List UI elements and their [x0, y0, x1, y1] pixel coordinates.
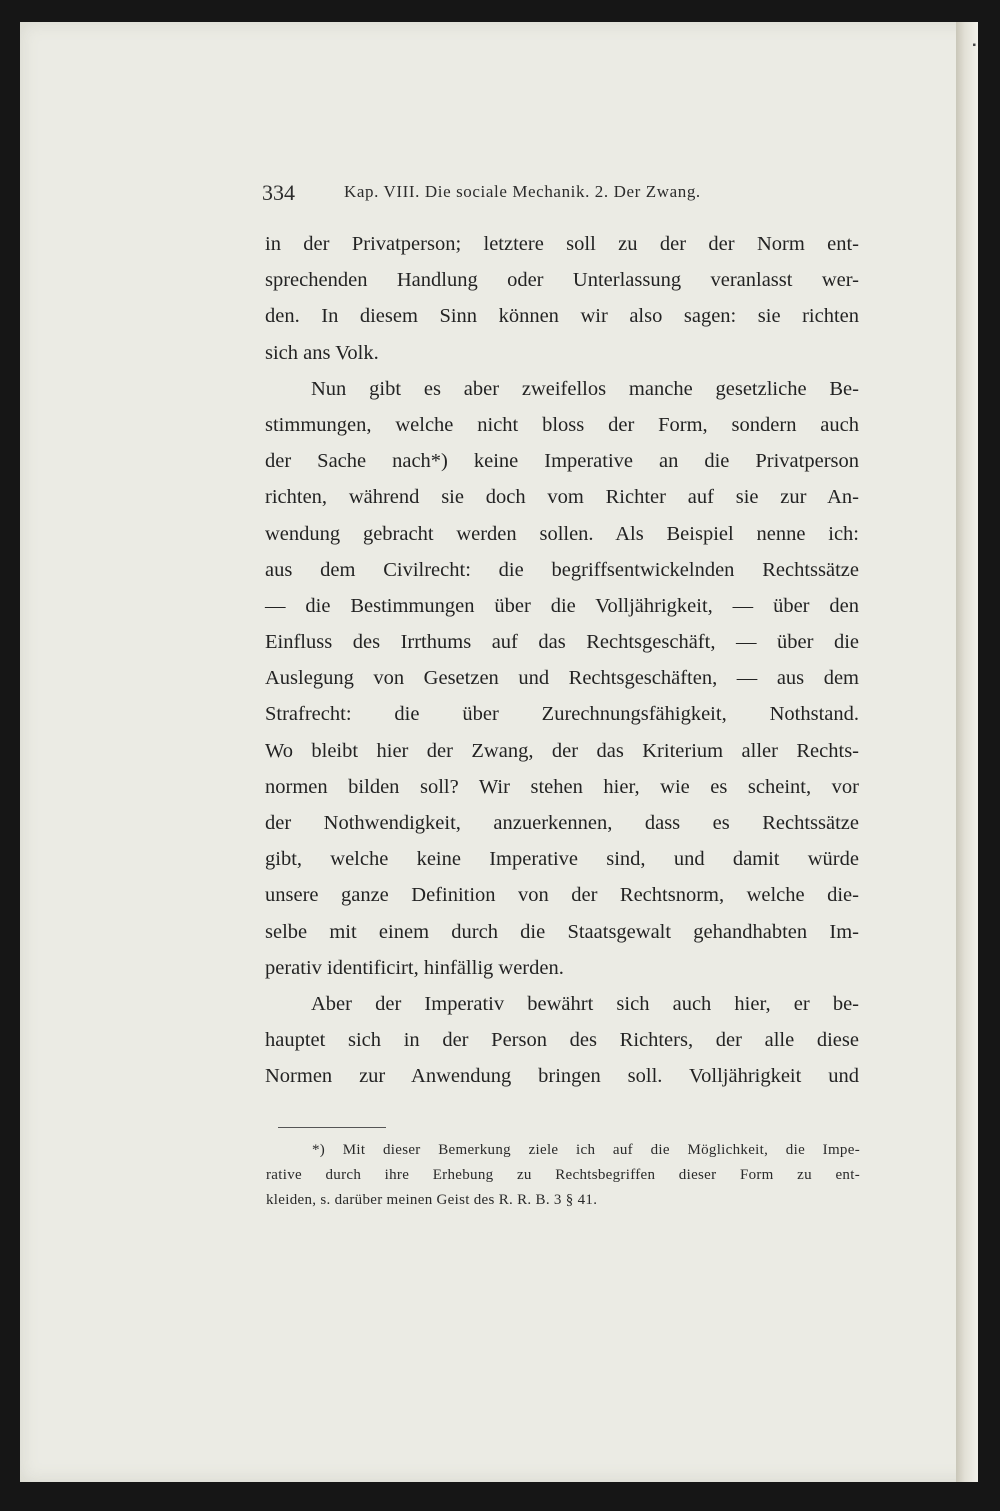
page-number: 334 [262, 180, 295, 205]
text-line: hauptet sich in der Person des Richters, der alle diese [265, 1029, 859, 1052]
text-line: — die Bestimmungen über die Volljährigkeit, — über den [265, 594, 859, 617]
body-text [265, 226, 859, 1095]
text-line: Aber der Imperativ bewährt sich auch hier, er be- [311, 992, 859, 1015]
footnote-divider [278, 1127, 386, 1128]
text-line: Nun gibt es aber zweifellos manche gesetzliche Be- [311, 377, 859, 400]
text-line: stimmungen, welche nicht bloss der Form, sondern auch [265, 413, 859, 436]
text-line: Normen zur Anwendung bringen soll. Volljährigkeit und [265, 1065, 859, 1088]
text-line: der Nothwendigkeit, anzuerkennen, dass es Rechtssätze [265, 812, 859, 834]
running-head: Kap. VIII. Die sociale Mechanik. 2. Der Zwang. [344, 182, 701, 201]
text-line: aus dem Civilrecht: die begriffsentwickelnden Rechtssätze [265, 558, 859, 581]
text-line: den. In diesem Sinn können wir also sagen: sie richten [265, 305, 859, 328]
text-line: perativ identificirt, hinfällig werden. [265, 956, 564, 979]
text-line: Auslegung von Gesetzen und Rechtsgeschäften, — aus dem [265, 667, 859, 690]
text-line: Strafrecht: die über Zurechnungsfähigkeit, Nothstand. [265, 703, 859, 726]
page-edge-shadow [956, 22, 978, 1482]
text-line: gibt, welche keine Imperative sind, und damit würde [265, 848, 859, 871]
text-line: Einfluss des Irrthums auf das Rechtsgeschäft, — über die [265, 631, 859, 654]
footnote [266, 1138, 860, 1213]
footnote-line: kleiden, s. darüber meinen Geist des R. R. B. 3 § 41. [266, 1192, 598, 1208]
text-line: in der Privatperson; letztere soll zu der der Norm ent- [265, 233, 859, 255]
text-line: der Sache nach*) keine Imperative an die Privatperson [265, 450, 859, 473]
book-page [20, 22, 978, 1482]
page-header [262, 178, 782, 208]
footnote-line: *) Mit dieser Bemerkung ziele ich auf die Möglichkeit, die Impe- [312, 1142, 860, 1158]
text-line: Wo bleibt hier der Zwang, der das Kriterium aller Rechts- [265, 739, 859, 762]
footnote-line: rative durch ihre Erhebung zu Rechtsbegriffen dieser Form zu ent- [266, 1167, 860, 1183]
text-line: wendung gebracht werden sollen. Als Beispiel nenne ich: [265, 522, 859, 545]
text-line: sich ans Volk. [265, 341, 379, 364]
text-line: normen bilden soll? Wir stehen hier, wie es scheint, vor [265, 775, 859, 798]
text-line: sprechenden Handlung oder Unterlassung veranlasst wer- [265, 269, 859, 292]
text-line: richten, während sie doch vom Richter auf sie zur An- [265, 486, 859, 509]
text-line: unsere ganze Definition von der Rechtsnorm, welche die- [265, 884, 859, 907]
scan-corner-mark: ▪ [972, 40, 976, 51]
text-line: selbe mit einem durch die Staatsgewalt gehandhabten Im- [265, 920, 859, 943]
